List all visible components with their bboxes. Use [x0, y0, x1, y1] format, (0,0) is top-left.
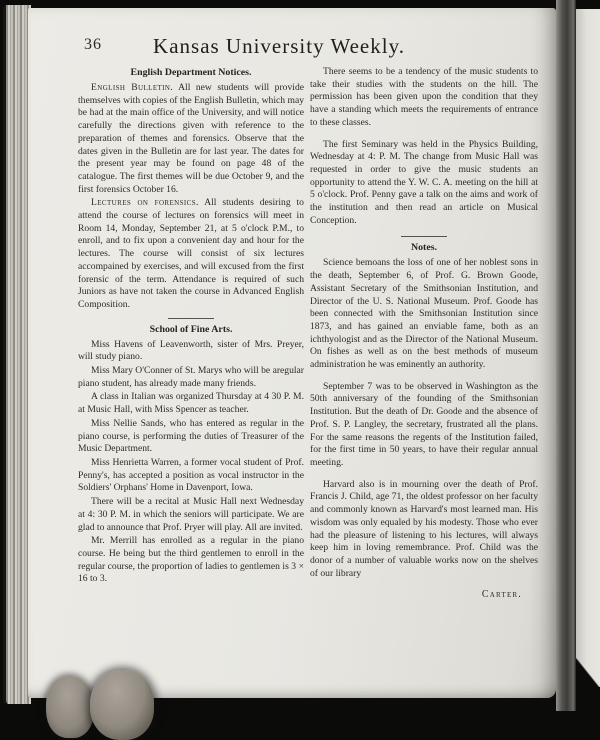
paragraph-lectures-forensics: [78, 197, 304, 311]
page-number: 36: [84, 36, 102, 53]
signature-carter: Carter.: [481, 589, 522, 601]
paragraph-lead: Lectures on forensics.: [91, 197, 199, 209]
paragraph-english-bulletin: [78, 82, 304, 196]
paragraph: Miss Nellie Sands, who has entered as regular in the piano course, is performing the duties of Treasurer of the Music Department.: [78, 417, 304, 455]
book-page-stack-edge: [3, 5, 31, 704]
paragraph: Mr. Merrill has enrolled as a regular in the piano course. He being but the third gentlemen to enroll in the regular course, the proportion of ladies to gentlemen is 3 × 16 to 3.: [78, 535, 304, 585]
paragraph: Miss Havens of Leavenworth, sister of Mrs. Preyer, will study piano.: [78, 338, 304, 363]
section-heading-english-department: English Department Notices.: [130, 67, 252, 78]
paragraph: Harvard also is in mourning over the death of Prof. Francis J. Child, age 71, the oldest professor on her faculty and commonly known as Harvard's most learned man. His wisdom was only equaled by his modesty. Those who ever had the pleasure of listening to his lectures, will always keep him in loving remembrance. Prof. Child was the donor of a number of valuable works now on the shelves of our library: [310, 478, 538, 579]
paragraph: A class in Italian was organized Thursday at 4 30 P. M. at Music Hall, with Miss Spencer as teacher.: [78, 391, 304, 416]
column-right: [310, 66, 538, 610]
masthead-title: Kansas University Weekly.: [153, 34, 405, 58]
paragraph: Science bemoans the loss of one of her noblest sons in the death, September 6, of Prof. G. Brown Goode, Assistant Secretary of the Smithsonian Institution, and Director of the U. S. National Museum. Prof. Goode has been connected with the Smithsonian Institution since 1873, and has gained an enviable fame, both as an ichthyologist and as the Director of the National Museum. On fishes as well as on the best methods of museum administration he was eminently an authority.: [310, 257, 538, 371]
section-heading-fine-arts: School of Fine Arts.: [149, 323, 233, 335]
column-left: [78, 66, 304, 587]
section-divider-rule: [168, 318, 214, 319]
paragraph: Miss Henrietta Warren, a former vocal student of Prof. Penny's, has accepted a position as vocal instructor in the Soldiers' Orphans' Home in Davenport, Iowa.: [78, 456, 304, 494]
paragraph: September 7 was to be observed in Washington as the 50th anniversary of the founding of the Smithsonian Institution. But the death of Dr. Goode and the absence of Prof. S. P. Langley, the secretary, frustrated all the plans. For the same reasons the regents of the Institution failed, for the first time in 50 years, to have their regular annual meeting.: [310, 380, 538, 468]
section-heading-notes: Notes.: [410, 242, 438, 254]
paragraph-text: All new students will provide themselves with copies of the English Bulletin, which may be had at the main office of the University, and will notice carefully the directions given with reference to the preparation of themes and forensics. Observe that the dates given in the Bulletin are for last year. The dates for the present year may be found on page 48 of the catalogue. The first themes will be due October 9, and the first forensics October 16.: [78, 82, 304, 195]
facing-page-edge: [576, 9, 600, 687]
paragraph: The first Seminary was held in the Physics Building, Wednesday at 4: P. M. The change from Music Hall was requested in order to give the music students an opportunity to attend the Y. W. C. A. meeting on the hill at 5 o'clock. Prof. Penny gave a talk on the aims and work of the institution and then read an article on Musical Conception.: [310, 138, 538, 226]
paragraph: There seems to be a tendency of the music students to take their studies with the students on the hill. The permission has been given upon the condition that they have a standing which meets the requirements of entrance to these classes.: [310, 66, 538, 128]
book-gutter-shadow: [556, 0, 576, 711]
paragraph: There will be a recital at Music Hall next Wednesday at 4: 30 P. M. in which the seniors will participate. We are glad to announce that Prof. Pryer will play. All are invited.: [78, 496, 304, 533]
paragraph: Miss Mary O'Conner of St. Marys who will be aregular piano student, has already made many friends.: [78, 365, 304, 389]
paragraph-lead: English Bulletin.: [91, 82, 174, 93]
scanned-page: [28, 8, 556, 698]
paragraph-text: All students desiring to attend the course of lectures on forensics will meet in Room 14, Monday, September 21, at 5 o'clock P.M., to enroll, and to fix upon a convenient day and hour for the lectures. The course will consist of six lectures accompained by exercises, and will excused from the first forensic of the term. Attendance is required of such Juniors as have not taken the course in Advanced English Composition.: [78, 197, 304, 310]
thumb-holding-book-left: [46, 676, 94, 738]
facing-page-corner-shadow: [576, 658, 600, 688]
section-divider-rule: [401, 236, 447, 237]
thumb-holding-book-right: [90, 670, 154, 740]
